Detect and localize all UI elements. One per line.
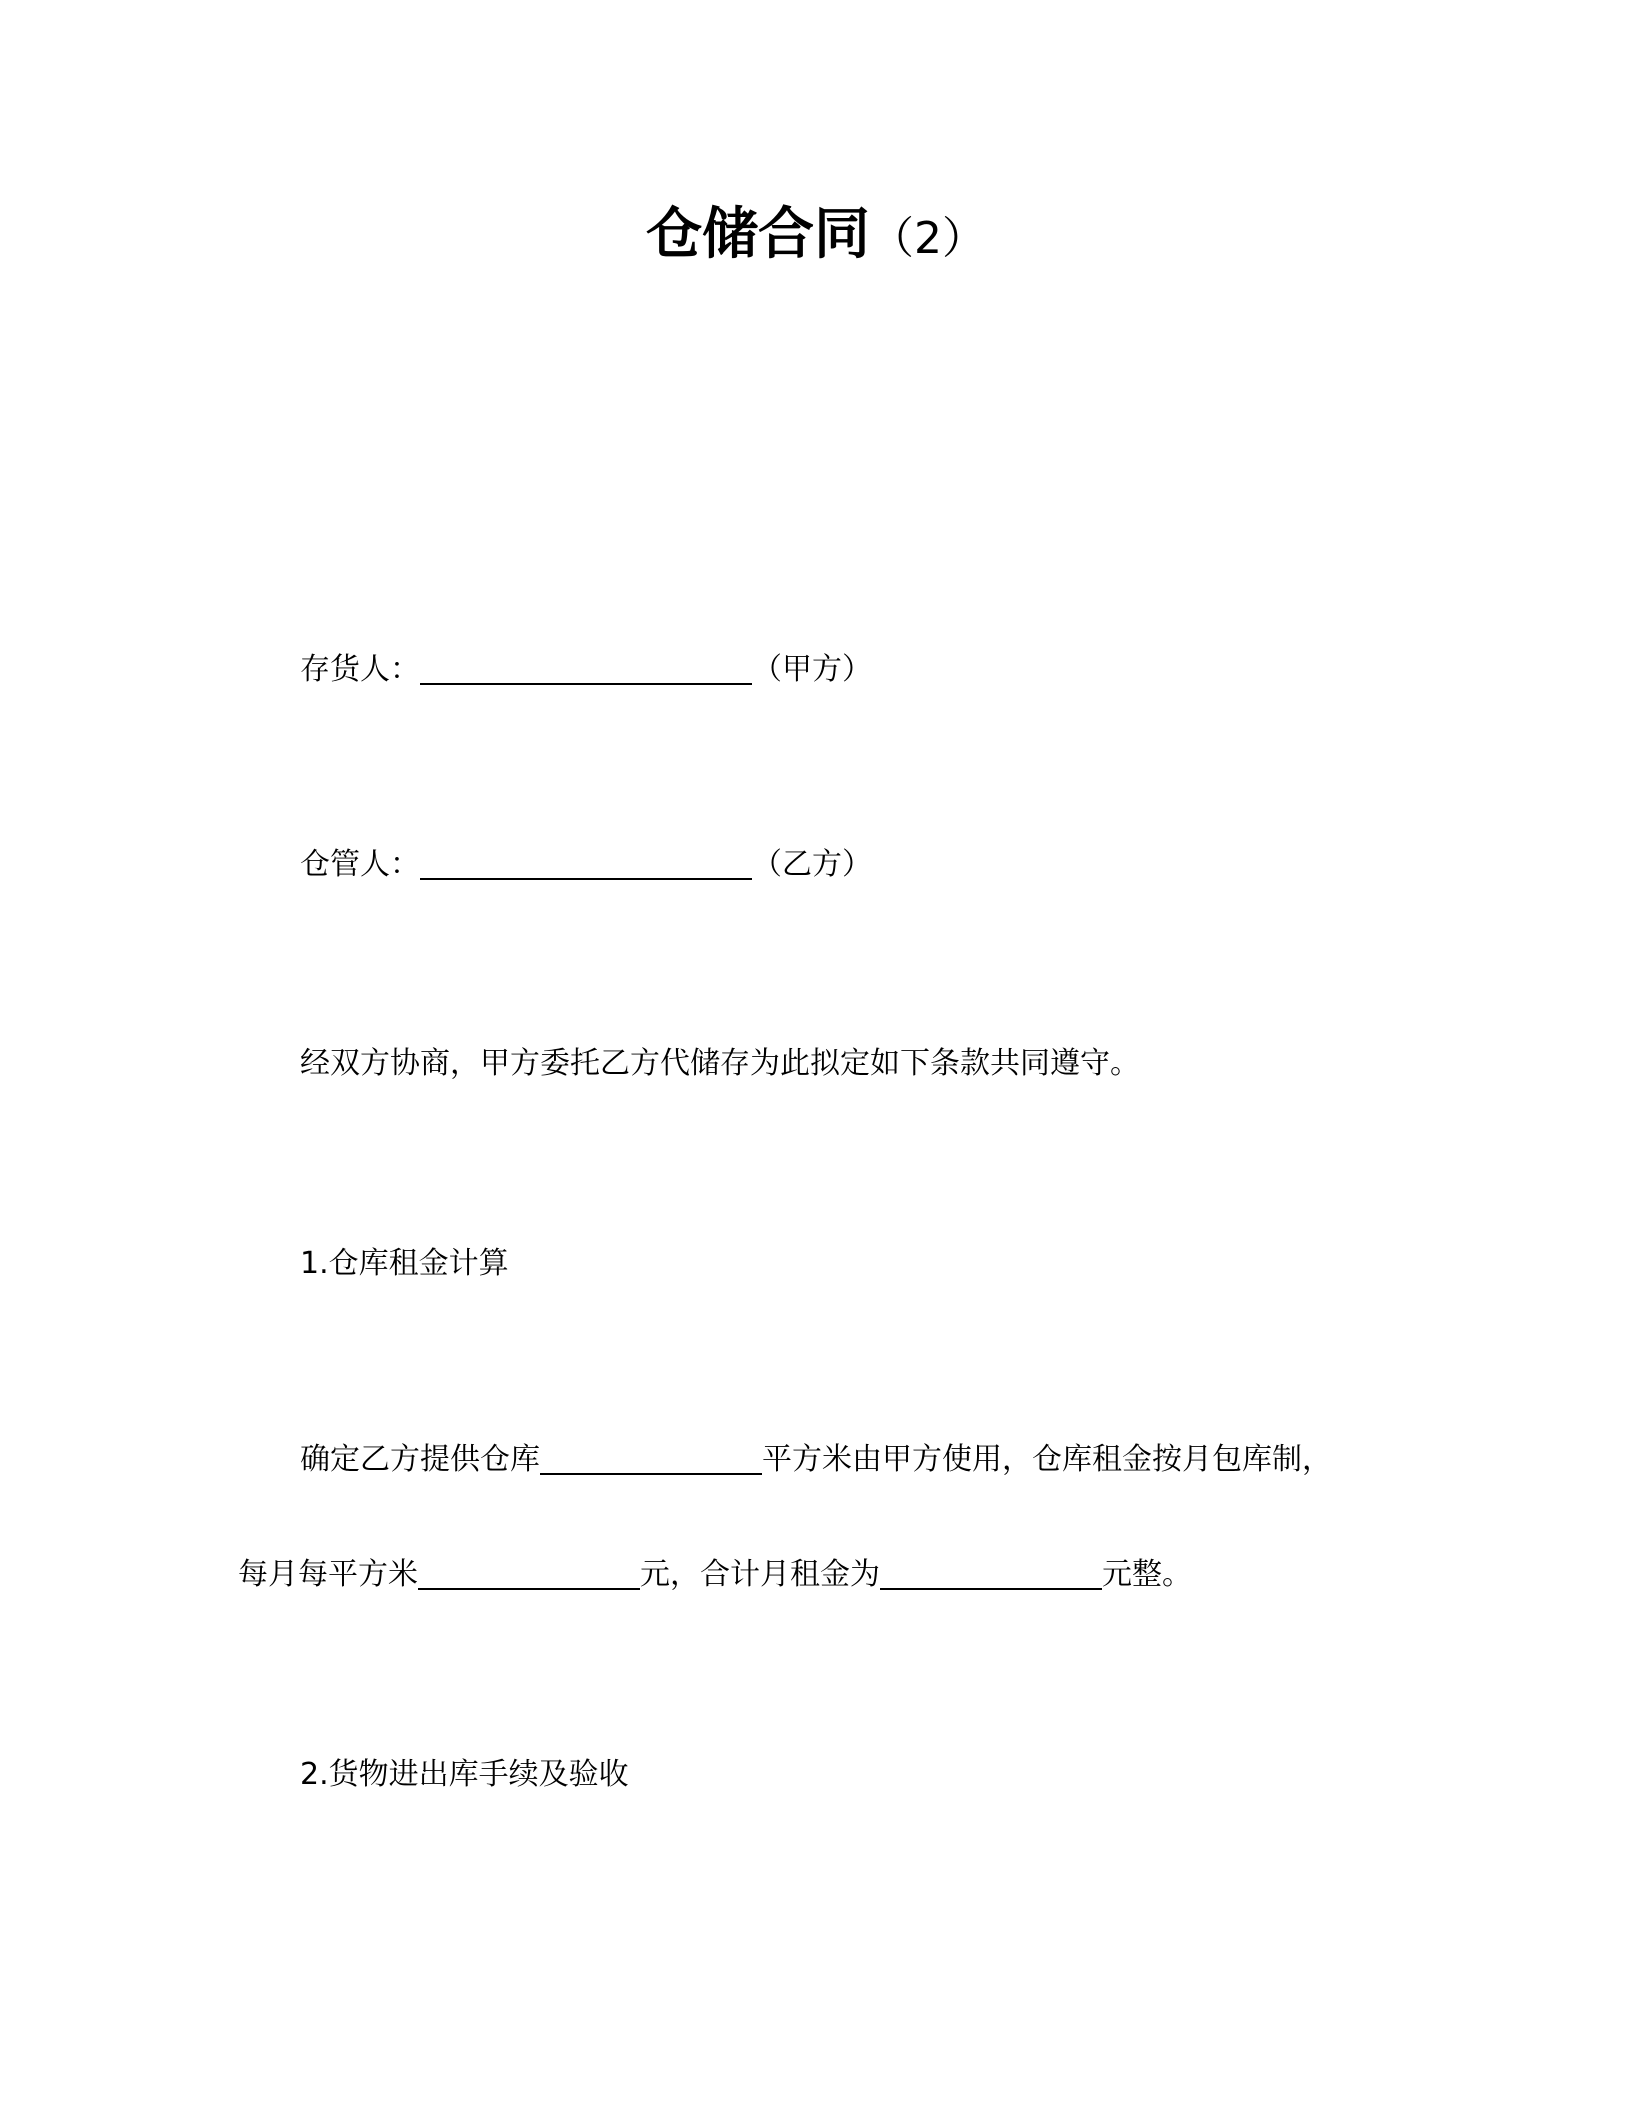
section1-line2 <box>238 1555 1192 1595</box>
keeper-blank <box>420 848 752 880</box>
document-title <box>0 200 1632 274</box>
section1-heading: 1.仓库租金计算 <box>300 1246 509 1281</box>
title-main: 仓储合同 <box>646 202 870 267</box>
title-suffix: （2） <box>870 213 986 264</box>
intro-paragraph: 经双方协商，甲方委托乙方代储存为此拟定如下条款共同遵守。 <box>300 1046 1140 1081</box>
depositor-role: （甲方） <box>752 652 872 687</box>
keeper-role: （乙方） <box>752 847 872 882</box>
price-per-sqm-blank <box>418 1558 640 1590</box>
section2-heading: 2.货物进出库手续及验收 <box>300 1757 629 1792</box>
warehouse-area-blank <box>540 1443 762 1475</box>
depositor-label: 存货人： <box>300 652 420 687</box>
section1-line1-text-a: 确定乙方提供仓库 <box>300 1442 540 1477</box>
keeper-line <box>300 845 872 885</box>
section1-line2-text-c: 元整。 <box>1102 1557 1192 1592</box>
section1-line2-text-b: 元，合计月租金为 <box>640 1557 880 1592</box>
section1-line1-text-b: 平方米由甲方使用，仓库租金按月包库制， <box>762 1442 1332 1477</box>
monthly-rent-blank <box>880 1558 1102 1590</box>
section1-line2-text-a: 每月每平方米 <box>238 1557 418 1592</box>
keeper-label: 仓管人： <box>300 847 420 882</box>
section1-line1 <box>300 1440 1332 1480</box>
depositor-blank <box>420 653 752 685</box>
depositor-line <box>300 650 872 690</box>
